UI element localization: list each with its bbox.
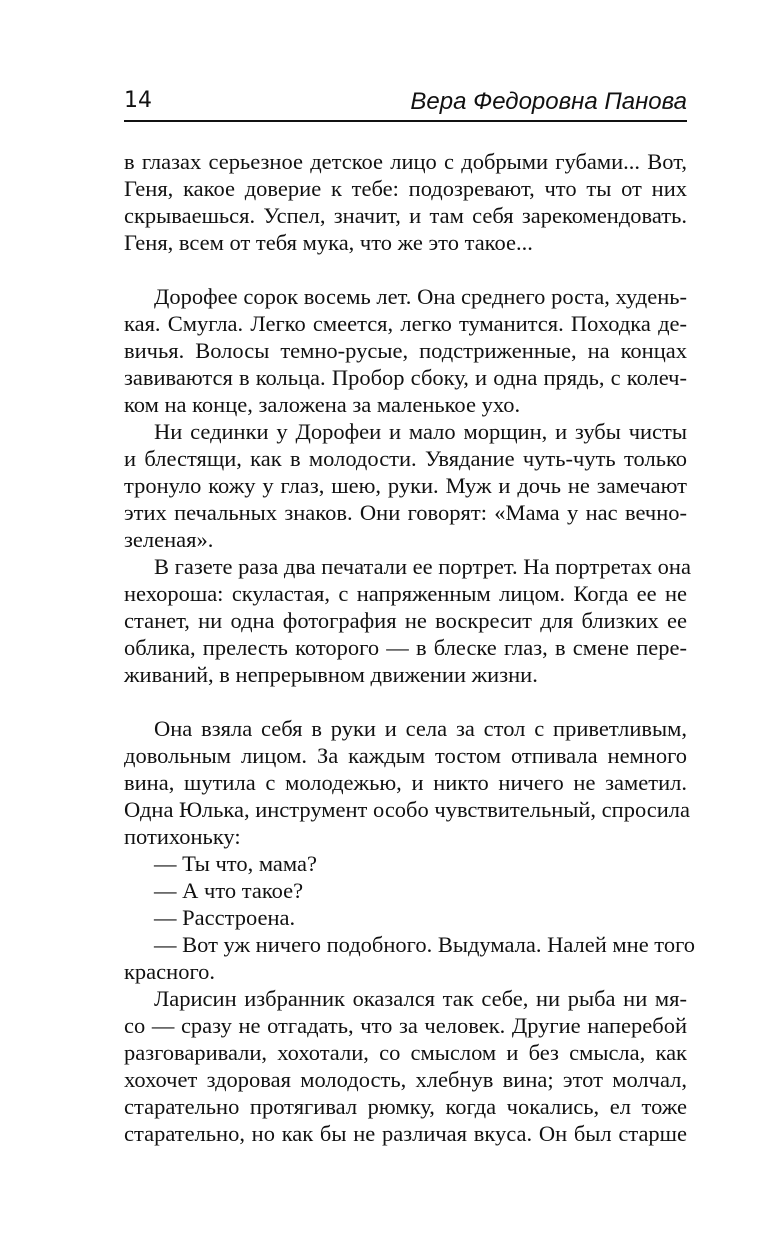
text-line: В газете раза два печатали ее портрет. На портретах она [154,554,691,579]
section-break [124,256,687,283]
text-line: Ни сединки у Дорофеи и мало морщин, и зубы чисты [154,419,687,444]
text-line: Она взяла себя в руки и села за стол с приветливым, [154,716,687,741]
text-line: и блестящи, как в молодости. Увядание чуть-чуть только [124,446,687,471]
text-line: живаний, в непрерывном движении жизни. [124,662,538,687]
section-break [124,688,687,715]
text-line: этих печальных знаков. Они говорят: «Мама у нас вечно- [124,500,687,525]
paragraph [124,715,691,850]
text-line: нехороша: скуластая, с напряженным лицом. Когда ее не [124,581,687,606]
paragraph [124,931,696,985]
paragraph [124,283,687,418]
paragraph [124,850,687,877]
paragraph [124,985,687,1147]
text-line: старательно протягивал рюмку, когда чокались, ел тоже [124,1094,687,1119]
text-line: вичья. Волосы темно-русые, подстриженные, на концах [124,338,687,363]
paragraph [124,148,687,256]
text-line: — Ты что, мама? [154,851,317,876]
text-line: кая. Смугла. Легко смеется, легко туманится. Походка де- [124,311,687,336]
running-title: Вера Федоровна Панова [410,88,687,115]
page-number: 14 [124,88,152,113]
text-line: завиваются в кольца. Пробор сбоку, и одна прядь, с колеч- [124,365,687,390]
text-line: — Вот уж ничего подобного. Выдумала. Налей мне того [154,932,696,957]
text-line: в глазах серьезное детское лицо с добрыми губами... Вот, [124,149,687,174]
text-line: разговаривали, хохотали, со смыслом и без смысла, как [124,1040,687,1065]
text-line: Геня, всем от тебя мука, что же это такое... [124,230,533,255]
text-line: Дорофее сорок восемь лет. Она среднего роста, худень- [154,284,687,309]
text-line: тронуло кожу у глаз, шею, руки. Муж и дочь не замечают [124,473,687,498]
text-line: Одна Юлька, инструмент особо чувствительный, спросила [124,797,691,822]
text-line: — Расстроена. [154,905,296,930]
paragraph [124,904,687,931]
text-line: скрываешься. Успел, значит, и там себя зарекомендовать. [124,203,687,228]
paragraph [124,418,687,553]
paragraph [124,877,687,904]
text-line: зеленая». [124,527,214,552]
body-text [124,148,696,1147]
paragraph [124,553,691,688]
text-line: потихоньку: [124,824,241,849]
text-line: вина, шутила с молодежью, и никто ничего не заметил. [124,770,687,795]
text-line: ком на конце, заложена за маленькое ухо. [124,392,521,417]
text-line: Геня, какое доверие к тебе: подозревают, что ты от них [124,176,687,201]
text-line: облика, прелесть которого — в блеске глаз, в смене пере- [124,635,687,660]
text-line: старательно, но как бы не различая вкуса. Он был старше [124,1121,687,1146]
text-line: — А что такое? [154,878,304,903]
text-line: красного. [124,959,215,984]
page-header [124,86,687,122]
text-line: станет, ни одна фотография не воскресит для близких ее [124,608,687,633]
text-line: со — сразу не отгадать, что за человек. Другие наперебой [124,1013,687,1038]
text-line: довольным лицом. За каждым тостом отпивала немного [124,743,687,768]
text-line: хохочет здоровая молодость, хлебнув вина; этот молчал, [124,1067,687,1092]
text-line: Ларисин избранник оказался так себе, ни рыба ни мя- [154,986,687,1011]
